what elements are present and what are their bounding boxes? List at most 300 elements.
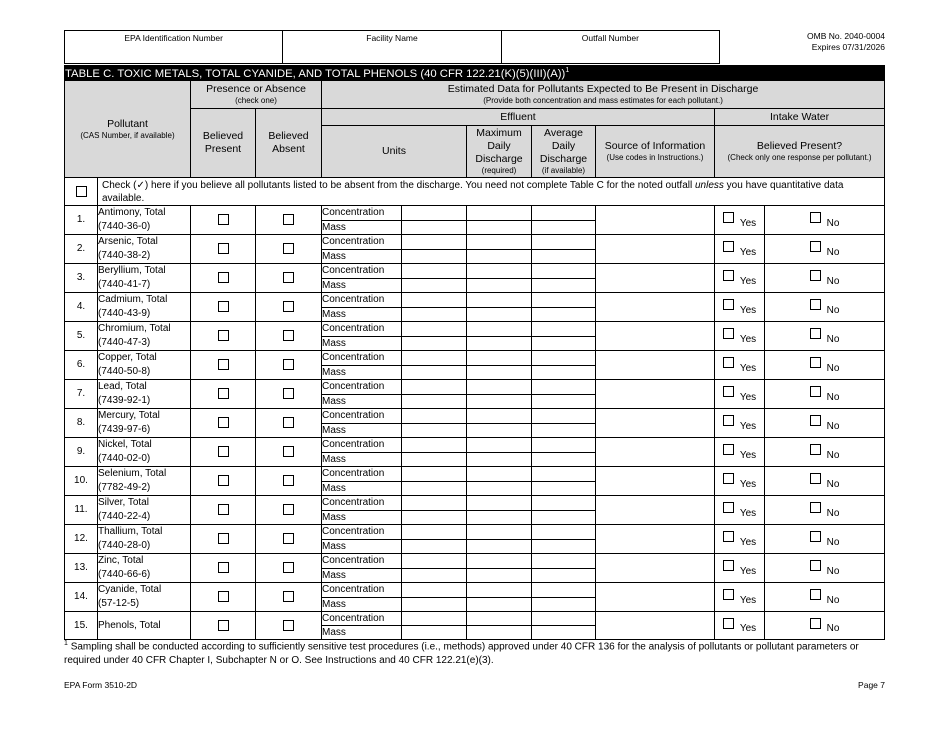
intake-believed-head: Believed Present?	[756, 140, 843, 152]
source-info-input[interactable]	[596, 554, 715, 583]
concentration-label: Concentration	[322, 206, 402, 221]
intake-yes-checkbox[interactable]	[723, 386, 734, 397]
concentration-units-input[interactable]	[402, 235, 467, 250]
pollutant-name	[98, 612, 191, 640]
pollutant-row	[65, 467, 885, 482]
mass-max-input[interactable]	[467, 307, 532, 322]
pollutant-row	[65, 235, 885, 250]
mass-max-input[interactable]	[467, 539, 532, 554]
concentration-label: Concentration	[322, 322, 402, 337]
believed-absent-checkbox[interactable]	[283, 388, 294, 399]
mass-max-input[interactable]	[467, 336, 532, 351]
concentration-units-input[interactable]	[402, 380, 467, 395]
intake-yes-option[interactable]	[715, 351, 765, 380]
yes-label: Yes	[739, 449, 757, 461]
pollutant-label: Cyanide, Total	[98, 584, 162, 595]
footnote-text: Sampling shall be conducted according to sufficiently sensitive test procedures (i.e., methods) approved under 40 CFR 136 for the analysis of pollutants or pollutant parameters or required under 40 CFR Chapter I, Subchapter N or O. See Instructions and 40 CFR 122.21(e)(3).	[64, 641, 859, 667]
mass-label: Mass	[322, 365, 402, 380]
mass-label: Mass	[322, 249, 402, 264]
intake-yes-option[interactable]	[715, 206, 765, 235]
intake-no-checkbox[interactable]	[810, 618, 821, 629]
pollutant-row	[65, 380, 885, 395]
mass-label: Mass	[322, 278, 402, 293]
mass-units-input[interactable]	[402, 336, 467, 351]
believed-present-cell	[191, 467, 256, 496]
source-info-input[interactable]	[596, 525, 715, 554]
concentration-max-input[interactable]	[467, 583, 532, 598]
pollutant-row	[65, 554, 885, 569]
intake-no-option[interactable]	[765, 467, 885, 496]
concentration-max-input[interactable]	[467, 264, 532, 279]
pollutant-row	[65, 438, 885, 453]
pollutant-row	[65, 496, 885, 511]
believed-present-checkbox[interactable]	[218, 533, 229, 544]
believed-absent-cell	[256, 264, 322, 293]
concentration-units-input[interactable]	[402, 322, 467, 337]
check-all-text	[98, 178, 885, 206]
no-label: No	[826, 420, 840, 432]
table-c	[64, 65, 885, 640]
concentration-avg-input[interactable]	[532, 467, 596, 482]
intake-header: Intake Water	[715, 109, 885, 126]
concentration-label: Concentration	[322, 264, 402, 279]
pollutant-name	[98, 322, 191, 351]
intake-yes-option[interactable]	[715, 554, 765, 583]
source-info-input[interactable]	[596, 322, 715, 351]
source-info-input[interactable]	[596, 612, 715, 640]
intake-yes-checkbox[interactable]	[723, 618, 734, 629]
believed-present-cell	[191, 351, 256, 380]
believed-absent-checkbox[interactable]	[283, 504, 294, 515]
intake-no-checkbox[interactable]	[810, 560, 821, 571]
intake-no-option[interactable]	[765, 525, 885, 554]
yes-label: Yes	[739, 246, 757, 258]
concentration-avg-input[interactable]	[532, 235, 596, 250]
page-number: Page 7	[858, 680, 885, 690]
concentration-units-input[interactable]	[402, 554, 467, 569]
believed-absent-checkbox[interactable]	[283, 243, 294, 254]
yes-label: Yes	[739, 478, 757, 490]
outfall-number-field[interactable]	[502, 31, 719, 63]
mass-avg-input[interactable]	[532, 307, 596, 322]
mass-avg-input[interactable]	[532, 249, 596, 264]
intake-no-checkbox[interactable]	[810, 270, 821, 281]
believed-absent-cell	[256, 438, 322, 467]
believed-absent-checkbox[interactable]	[283, 620, 294, 631]
intake-yes-checkbox[interactable]	[723, 241, 734, 252]
intake-yes-option[interactable]	[715, 409, 765, 438]
intake-no-checkbox[interactable]	[810, 415, 821, 426]
believed-present-checkbox[interactable]	[218, 504, 229, 515]
pollutant-label: Copper, Total	[98, 352, 157, 363]
yes-label: Yes	[739, 304, 757, 316]
mass-label: Mass	[322, 626, 402, 640]
believed-present-checkbox[interactable]	[218, 388, 229, 399]
intake-yes-option[interactable]	[715, 583, 765, 612]
believed-present-cell	[191, 380, 256, 409]
believed-present-header: Believed Present	[191, 109, 256, 178]
intake-yes-checkbox[interactable]	[723, 560, 734, 571]
mass-units-input[interactable]	[402, 481, 467, 496]
intake-yes-checkbox[interactable]	[723, 299, 734, 310]
cas-number: (7440-36-0)	[98, 221, 151, 232]
intake-yes-checkbox[interactable]	[723, 415, 734, 426]
pollutant-label: Antimony, Total	[98, 207, 166, 218]
no-label: No	[826, 275, 840, 287]
intake-no-option[interactable]	[765, 583, 885, 612]
row-number: 8.	[65, 409, 98, 438]
mass-avg-input[interactable]	[532, 423, 596, 438]
intake-no-checkbox[interactable]	[810, 531, 821, 542]
concentration-units-input[interactable]	[402, 467, 467, 482]
source-info-input[interactable]	[596, 235, 715, 264]
epa-id-label: EPA Identification Number	[124, 33, 223, 43]
concentration-units-input[interactable]	[402, 496, 467, 511]
source-info-input[interactable]	[596, 583, 715, 612]
check-all-checkbox[interactable]	[76, 186, 87, 197]
concentration-units-input[interactable]	[402, 612, 467, 626]
concentration-max-input[interactable]	[467, 206, 532, 221]
believed-present-checkbox[interactable]	[218, 620, 229, 631]
pollutant-name	[98, 554, 191, 583]
source-info-input[interactable]	[596, 467, 715, 496]
believed-present-checkbox[interactable]	[218, 243, 229, 254]
mass-avg-input[interactable]	[532, 539, 596, 554]
pollutant-row	[65, 612, 885, 626]
concentration-avg-input[interactable]	[532, 496, 596, 511]
intake-yes-checkbox[interactable]	[723, 502, 734, 513]
no-label: No	[826, 449, 840, 461]
pollutant-name	[98, 409, 191, 438]
intake-yes-option[interactable]	[715, 496, 765, 525]
cas-number: (7440-50-8)	[98, 366, 151, 377]
intake-yes-checkbox[interactable]	[723, 589, 734, 600]
concentration-units-input[interactable]	[402, 409, 467, 424]
mass-max-input[interactable]	[467, 423, 532, 438]
check-all-row	[65, 178, 885, 206]
presence-sub: (check one)	[235, 96, 277, 105]
intake-yes-option[interactable]	[715, 264, 765, 293]
believed-present-checkbox[interactable]	[218, 562, 229, 573]
mass-avg-input[interactable]	[532, 597, 596, 612]
concentration-units-input[interactable]	[402, 264, 467, 279]
intake-yes-checkbox[interactable]	[723, 444, 734, 455]
concentration-avg-input[interactable]	[532, 554, 596, 569]
intake-yes-option[interactable]	[715, 235, 765, 264]
mass-max-input[interactable]	[467, 481, 532, 496]
concentration-max-input[interactable]	[467, 351, 532, 366]
intake-no-option[interactable]	[765, 380, 885, 409]
no-label: No	[826, 594, 840, 606]
title-footnote-mark: 1	[565, 66, 570, 74]
mass-max-input[interactable]	[467, 220, 532, 235]
intake-yes-option[interactable]	[715, 380, 765, 409]
mass-avg-input[interactable]	[532, 220, 596, 235]
concentration-label: Concentration	[322, 235, 402, 250]
check-all-cell	[65, 178, 98, 206]
concentration-units-input[interactable]	[402, 206, 467, 221]
source-info-input[interactable]	[596, 438, 715, 467]
mass-units-input[interactable]	[402, 423, 467, 438]
mass-max-input[interactable]	[467, 452, 532, 467]
believed-absent-checkbox[interactable]	[283, 562, 294, 573]
form-header-fields	[64, 30, 720, 64]
mass-max-input[interactable]	[467, 597, 532, 612]
mass-units-input[interactable]	[402, 452, 467, 467]
believed-absent-checkbox[interactable]	[283, 359, 294, 370]
believed-present-cell	[191, 612, 256, 640]
cas-number: (7439-92-1)	[98, 395, 151, 406]
mass-units-input[interactable]	[402, 249, 467, 264]
believed-present-checkbox[interactable]	[218, 330, 229, 341]
intake-yes-checkbox[interactable]	[723, 328, 734, 339]
concentration-units-input[interactable]	[402, 438, 467, 453]
intake-no-checkbox[interactable]	[810, 299, 821, 310]
pollutant-row	[65, 264, 885, 279]
intake-yes-option[interactable]	[715, 525, 765, 554]
believed-present-checkbox[interactable]	[218, 272, 229, 283]
mass-units-input[interactable]	[402, 510, 467, 525]
mass-avg-input[interactable]	[532, 510, 596, 525]
source-info-input[interactable]	[596, 409, 715, 438]
mass-max-input[interactable]	[467, 365, 532, 380]
intake-no-option[interactable]	[765, 496, 885, 525]
believed-present-checkbox[interactable]	[218, 301, 229, 312]
intake-yes-checkbox[interactable]	[723, 531, 734, 542]
avg-daily-head: Average Daily Discharge	[539, 127, 588, 165]
cas-number: (7782-49-2)	[98, 482, 151, 493]
mass-label: Mass	[322, 394, 402, 409]
intake-no-option[interactable]	[765, 235, 885, 264]
pollutant-label: Beryllium, Total	[98, 265, 166, 276]
pollutant-label: Selenium, Total	[98, 468, 167, 479]
concentration-max-input[interactable]	[467, 409, 532, 424]
concentration-units-input[interactable]	[402, 351, 467, 366]
intake-no-option[interactable]	[765, 322, 885, 351]
intake-no-option[interactable]	[765, 351, 885, 380]
concentration-avg-input[interactable]	[532, 409, 596, 424]
believed-absent-checkbox[interactable]	[283, 417, 294, 428]
intake-yes-option[interactable]	[715, 293, 765, 322]
source-info-head: Source of Information	[604, 140, 706, 152]
avg-daily-sub: (if available)	[541, 166, 586, 175]
concentration-units-input[interactable]	[402, 525, 467, 540]
concentration-avg-input[interactable]	[532, 525, 596, 540]
believed-absent-checkbox[interactable]	[283, 533, 294, 544]
mass-avg-input[interactable]	[532, 394, 596, 409]
concentration-max-input[interactable]	[467, 438, 532, 453]
mass-avg-input[interactable]	[532, 481, 596, 496]
intake-yes-option[interactable]	[715, 467, 765, 496]
pollutant-label: Silver, Total	[98, 497, 149, 508]
mass-units-input[interactable]	[402, 394, 467, 409]
intake-yes-checkbox[interactable]	[723, 270, 734, 281]
intake-no-checkbox[interactable]	[810, 444, 821, 455]
cas-number: (7440-47-3)	[98, 337, 151, 348]
concentration-max-input[interactable]	[467, 322, 532, 337]
concentration-avg-input[interactable]	[532, 293, 596, 308]
avg-daily-header	[532, 126, 596, 178]
believed-absent-checkbox[interactable]	[283, 272, 294, 283]
source-info-input[interactable]	[596, 351, 715, 380]
table-title-row	[65, 66, 885, 81]
concentration-label: Concentration	[322, 467, 402, 482]
pollutant-name	[98, 380, 191, 409]
intake-no-checkbox[interactable]	[810, 502, 821, 513]
intake-no-option[interactable]	[765, 554, 885, 583]
pollutant-row	[65, 409, 885, 424]
concentration-max-input[interactable]	[467, 380, 532, 395]
concentration-avg-input[interactable]	[532, 583, 596, 598]
source-info-input[interactable]	[596, 206, 715, 235]
yes-label: Yes	[739, 565, 757, 577]
believed-absent-checkbox[interactable]	[283, 446, 294, 457]
max-daily-sub: (required)	[481, 166, 517, 175]
concentration-units-input[interactable]	[402, 583, 467, 598]
mass-units-input[interactable]	[402, 278, 467, 293]
intake-believed-header	[715, 126, 885, 178]
pollutant-label: Mercury, Total	[98, 410, 160, 421]
believed-absent-checkbox[interactable]	[283, 330, 294, 341]
believed-absent-checkbox[interactable]	[283, 591, 294, 602]
believed-present-checkbox[interactable]	[218, 446, 229, 457]
source-info-input[interactable]	[596, 496, 715, 525]
concentration-max-input[interactable]	[467, 235, 532, 250]
concentration-avg-input[interactable]	[532, 264, 596, 279]
pollutant-name	[98, 496, 191, 525]
intake-no-option[interactable]	[765, 206, 885, 235]
mass-units-input[interactable]	[402, 568, 467, 583]
concentration-avg-input[interactable]	[532, 351, 596, 366]
intake-no-checkbox[interactable]	[810, 357, 821, 368]
mass-units-input[interactable]	[402, 365, 467, 380]
intake-no-option[interactable]	[765, 264, 885, 293]
estimated-sub: (Provide both concentration and mass estimates for each pollutant.)	[483, 96, 723, 105]
intake-no-option[interactable]	[765, 438, 885, 467]
pollutant-label: Zinc, Total	[98, 555, 144, 566]
source-info-input[interactable]	[596, 293, 715, 322]
believed-absent-checkbox[interactable]	[283, 301, 294, 312]
effluent-header: Effluent	[322, 109, 715, 126]
mass-avg-input[interactable]	[532, 365, 596, 380]
presence-head: Presence or Absence	[206, 83, 306, 95]
source-info-input[interactable]	[596, 264, 715, 293]
row-number: 5.	[65, 322, 98, 351]
concentration-units-input[interactable]	[402, 293, 467, 308]
no-label: No	[826, 217, 840, 229]
mass-units-input[interactable]	[402, 539, 467, 554]
believed-present-cell	[191, 438, 256, 467]
intake-no-option[interactable]	[765, 409, 885, 438]
believed-present-checkbox[interactable]	[218, 475, 229, 486]
concentration-avg-input[interactable]	[532, 438, 596, 453]
believed-present-cell	[191, 235, 256, 264]
believed-present-checkbox[interactable]	[218, 359, 229, 370]
intake-no-checkbox[interactable]	[810, 386, 821, 397]
believed-absent-cell	[256, 467, 322, 496]
intake-yes-option[interactable]	[715, 438, 765, 467]
concentration-label: Concentration	[322, 351, 402, 366]
believed-present-checkbox[interactable]	[218, 591, 229, 602]
row-number: 14.	[65, 583, 98, 612]
row-number: 6.	[65, 351, 98, 380]
concentration-max-input[interactable]	[467, 612, 532, 626]
intake-yes-checkbox[interactable]	[723, 212, 734, 223]
pollutant-label: Phenols, Total	[98, 619, 161, 631]
concentration-avg-input[interactable]	[532, 206, 596, 221]
facility-name-field[interactable]	[283, 31, 501, 63]
intake-no-checkbox[interactable]	[810, 212, 821, 223]
row-number: 2.	[65, 235, 98, 264]
concentration-max-input[interactable]	[467, 525, 532, 540]
concentration-label: Concentration	[322, 409, 402, 424]
believed-absent-cell	[256, 554, 322, 583]
mass-units-input[interactable]	[402, 307, 467, 322]
concentration-max-input[interactable]	[467, 496, 532, 511]
mass-avg-input[interactable]	[532, 452, 596, 467]
mass-max-input[interactable]	[467, 568, 532, 583]
mass-max-input[interactable]	[467, 510, 532, 525]
check-all-em: unless	[695, 179, 724, 191]
mass-avg-input[interactable]	[532, 336, 596, 351]
no-label: No	[826, 536, 840, 548]
concentration-max-input[interactable]	[467, 467, 532, 482]
table-title: TABLE C. TOXIC METALS, TOTAL CYANIDE, AND TOTAL PHENOLS (40 CFR 122.21(K)(5)(III)(A))	[65, 67, 566, 80]
concentration-max-input[interactable]	[467, 554, 532, 569]
intake-yes-option[interactable]	[715, 612, 765, 640]
concentration-avg-input[interactable]	[532, 322, 596, 337]
concentration-max-input[interactable]	[467, 293, 532, 308]
believed-present-checkbox[interactable]	[218, 214, 229, 225]
no-label: No	[826, 362, 840, 374]
intake-no-checkbox[interactable]	[810, 328, 821, 339]
pollutant-name	[98, 438, 191, 467]
believed-absent-checkbox[interactable]	[283, 475, 294, 486]
mass-max-input[interactable]	[467, 394, 532, 409]
concentration-label: Concentration	[322, 293, 402, 308]
mass-max-input[interactable]	[467, 278, 532, 293]
intake-yes-checkbox[interactable]	[723, 473, 734, 484]
no-label: No	[826, 478, 840, 490]
epa-id-field[interactable]	[65, 31, 283, 63]
mass-avg-input[interactable]	[532, 278, 596, 293]
mass-units-input[interactable]	[402, 597, 467, 612]
intake-no-checkbox[interactable]	[810, 589, 821, 600]
believed-present-cell	[191, 264, 256, 293]
intake-no-option[interactable]	[765, 293, 885, 322]
intake-no-checkbox[interactable]	[810, 241, 821, 252]
yes-label: Yes	[739, 623, 757, 635]
believed-absent-checkbox[interactable]	[283, 214, 294, 225]
mass-avg-input[interactable]	[532, 568, 596, 583]
concentration-avg-input[interactable]	[532, 380, 596, 395]
believed-absent-cell	[256, 351, 322, 380]
intake-no-option[interactable]	[765, 612, 885, 640]
concentration-avg-input[interactable]	[532, 612, 596, 626]
intake-no-checkbox[interactable]	[810, 473, 821, 484]
no-label: No	[826, 565, 840, 577]
yes-label: Yes	[739, 507, 757, 519]
concentration-label: Concentration	[322, 438, 402, 453]
source-info-input[interactable]	[596, 380, 715, 409]
cas-number: (7440-22-4)	[98, 511, 151, 522]
intake-yes-checkbox[interactable]	[723, 357, 734, 368]
mass-max-input[interactable]	[467, 249, 532, 264]
mass-units-input[interactable]	[402, 220, 467, 235]
intake-yes-option[interactable]	[715, 322, 765, 351]
believed-present-checkbox[interactable]	[218, 417, 229, 428]
mass-label: Mass	[322, 539, 402, 554]
